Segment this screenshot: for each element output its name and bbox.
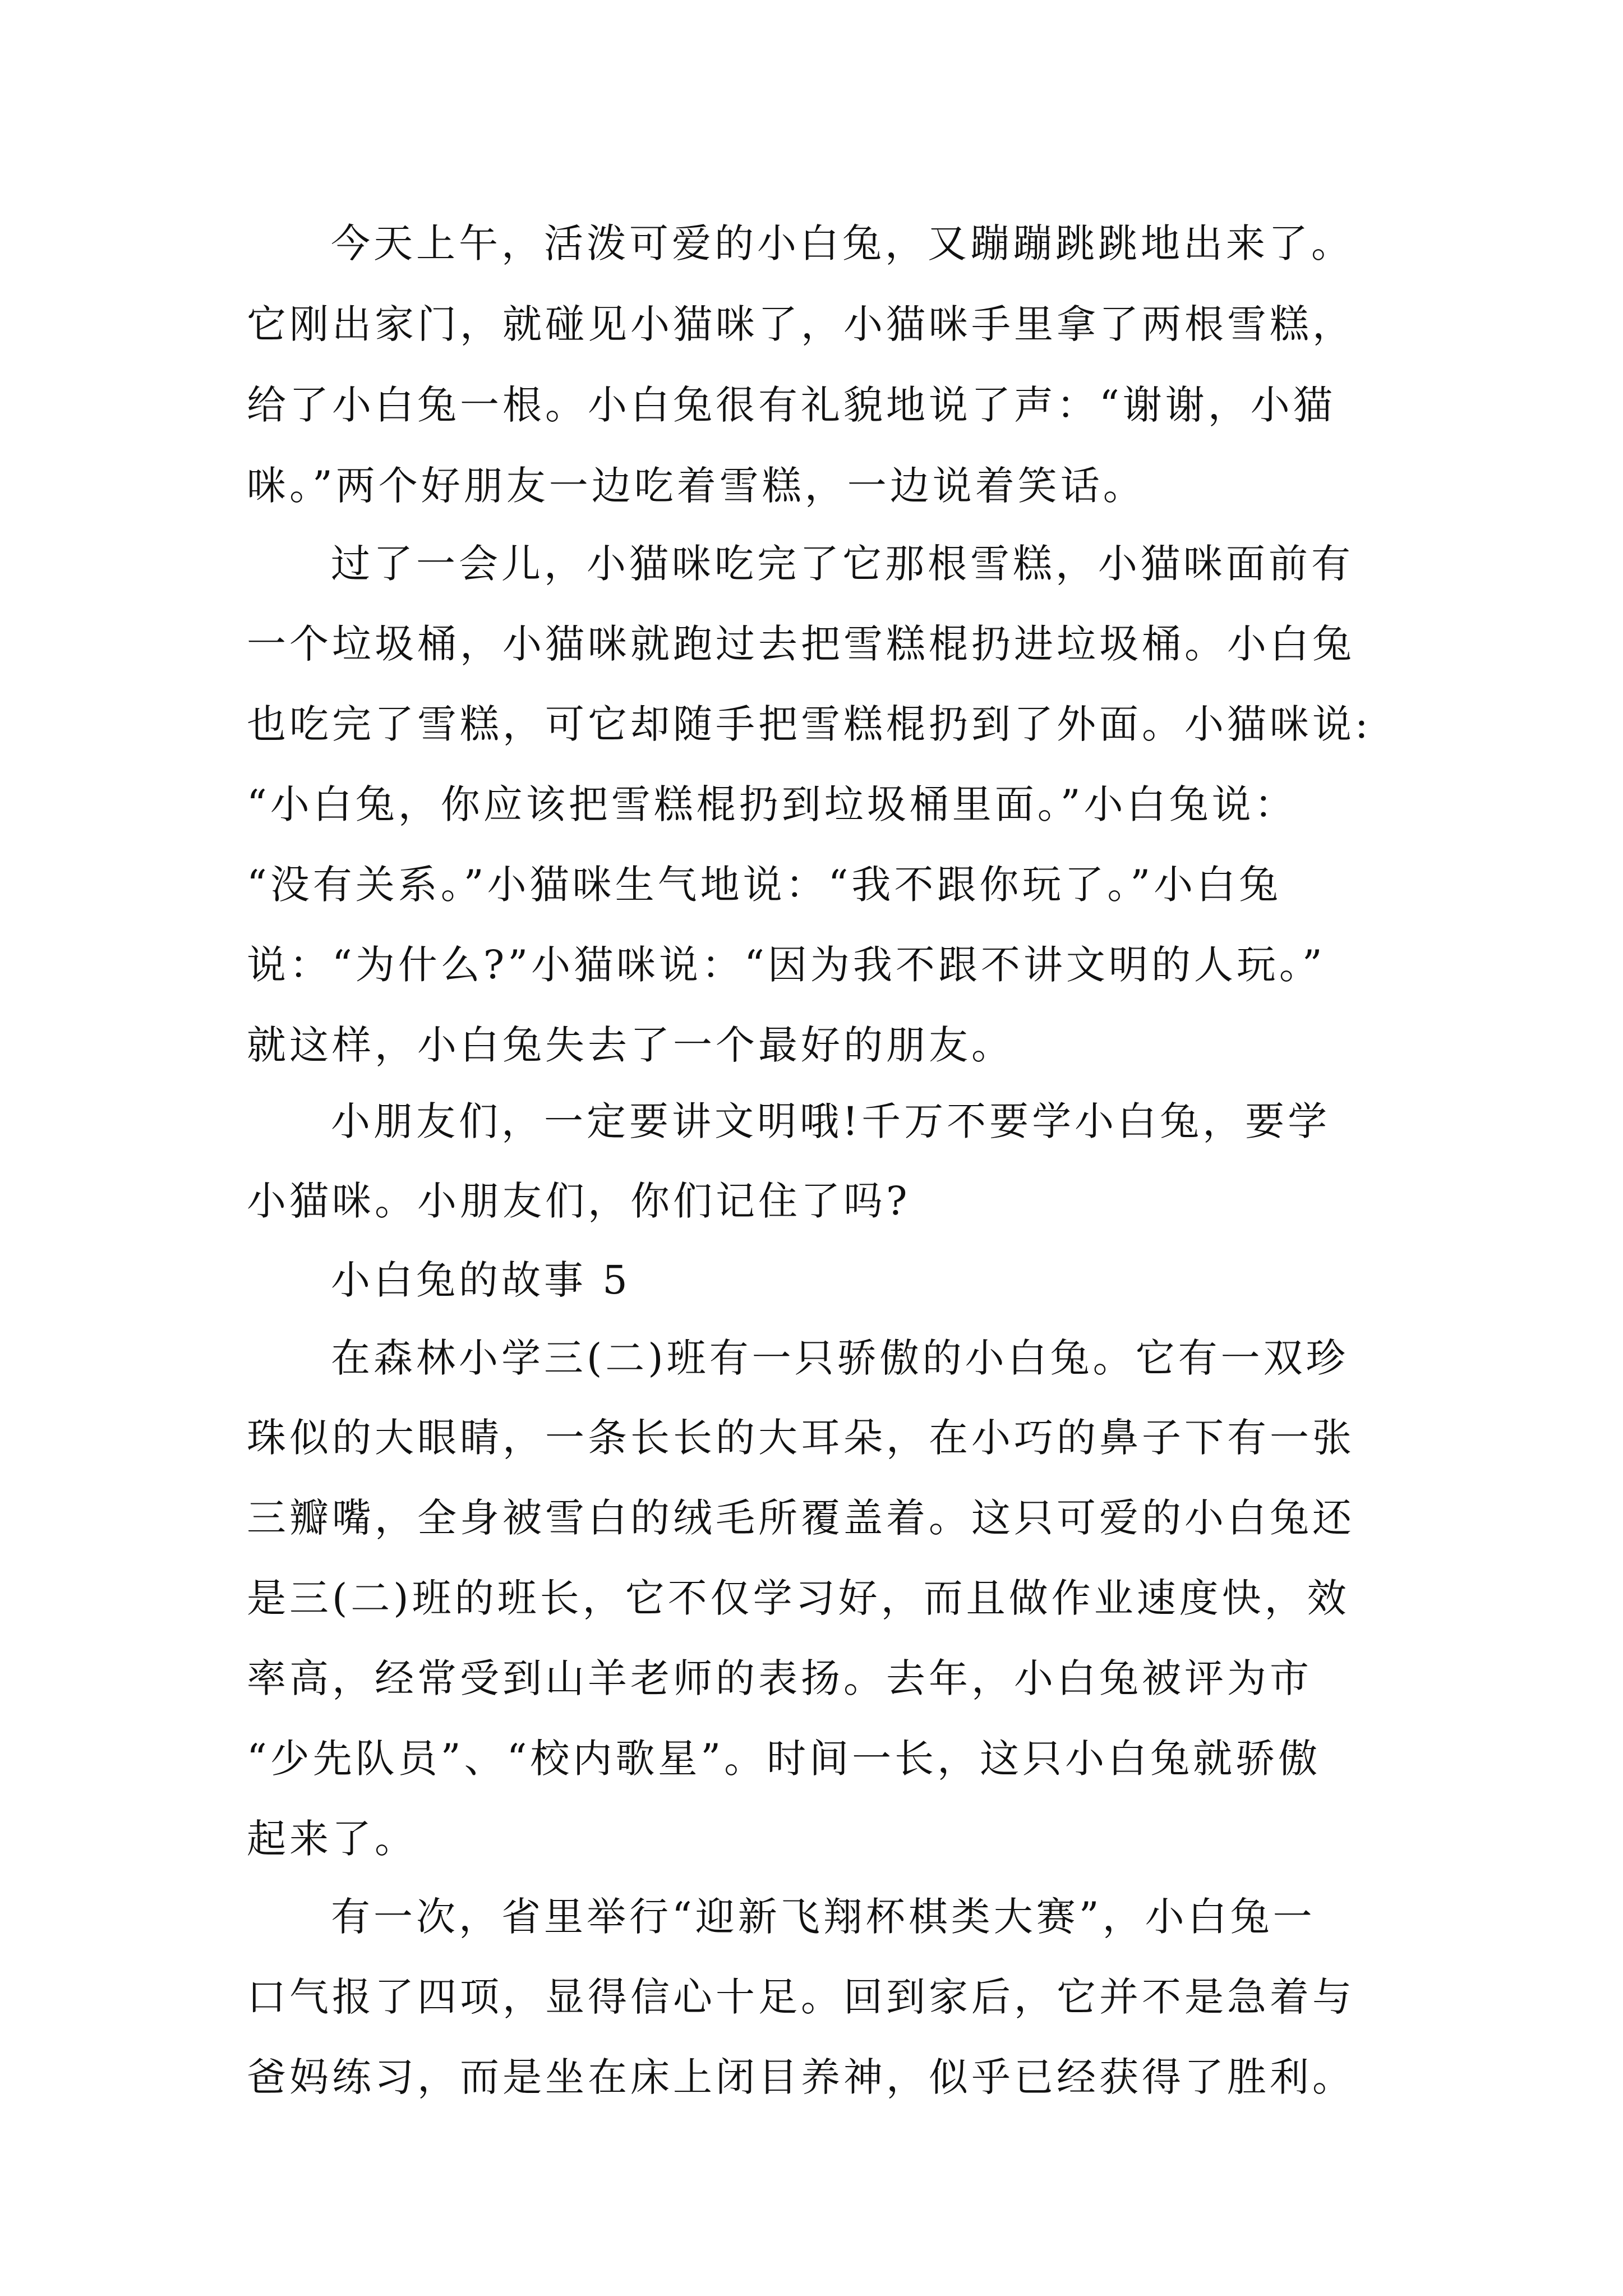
text-line: 口气报了四项，显得信心十足。回到家后，它并不是急着与 bbox=[247, 1974, 1355, 2020]
text-line: 今天上午，活泼可爱的小白兔，又蹦蹦跳跳地出来了。 bbox=[331, 220, 1354, 266]
text-line: 说：“为什么?”小猫咪说：“因为我不跟不讲文明的人玩。” bbox=[247, 942, 1326, 988]
text-line: 也吃完了雪糕，可它却随手把雪糕棍扔到了外面。小猫咪说: bbox=[247, 701, 1372, 747]
text-line: 小朋友们，一定要讲文明哦!千万不要学小白兔，要学 bbox=[331, 1098, 1331, 1144]
text-line: 给了小白兔一根。小白兔很有礼貌地说了声：“谢谢，小猫 bbox=[247, 382, 1336, 428]
text-line: 在森林小学三(二)班有一只骄傲的小白兔。它有一双珍 bbox=[331, 1335, 1349, 1381]
text-line: 三瓣嘴，全身被雪白的绒毛所覆盖着。这只可爱的小白兔还 bbox=[247, 1495, 1355, 1541]
text-line: 它刚出家门，就碰见小猫咪了，小猫咪手里拿了两根雪糕， bbox=[247, 301, 1355, 347]
text-line: 过了一会儿，小猫咪吃完了它那根雪糕，小猫咪面前有 bbox=[331, 541, 1354, 587]
text-line: 起来了。 bbox=[247, 1816, 417, 1862]
text-line: 就这样，小白兔失去了一个最好的朋友。 bbox=[247, 1022, 1014, 1068]
text-line: 率高，经常受到山羊老师的表扬。去年，小白兔被评为市 bbox=[247, 1655, 1312, 1701]
text-line: 是三(二)班的班长，它不仅学习好，而且做作业速度快，效 bbox=[247, 1575, 1350, 1621]
text-line: “没有关系。”小猫咪生气地说：“我不跟你玩了。”小白兔 bbox=[247, 862, 1282, 908]
text-line: 一个垃圾桶，小猫咪就跑过去把雪糕棍扔进垃圾桶。小白兔 bbox=[247, 621, 1355, 667]
text-line: 珠似的大眼睛，一条长长的大耳朵，在小巧的鼻子下有一张 bbox=[247, 1415, 1355, 1461]
text-line: 小猫咪。小朋友们，你们记住了吗? bbox=[247, 1178, 911, 1224]
text-line: 有一次，省里举行“迎新飞翔杯棋类大赛”，小白兔一 bbox=[331, 1894, 1316, 1940]
text-line: 爸妈练习，而是坐在床上闭目养神，似乎已经获得了胜利。 bbox=[247, 2054, 1355, 2100]
text-line: “小白兔，你应该把雪糕棍扔到垃圾桶里面。”小白兔说： bbox=[247, 781, 1297, 827]
text-line: “少先队员”、“校内歌星”。时间一长，这只小白兔就骄傲 bbox=[247, 1736, 1321, 1782]
text-line: 咪。”两个好朋友一边吃着雪糕，一边说着笑话。 bbox=[247, 463, 1146, 509]
section-heading: 小白兔的故事 5 bbox=[331, 1257, 631, 1303]
